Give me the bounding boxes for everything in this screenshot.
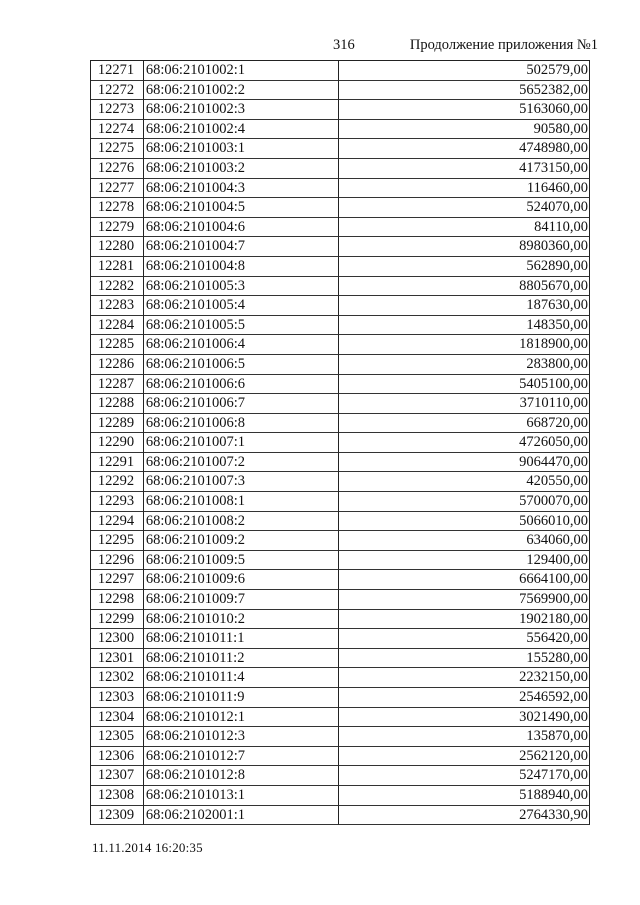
cadastral-number-cell: 68:06:2101008:2 (144, 512, 339, 532)
cadastral-number-cell: 68:06:2101010:2 (144, 610, 339, 630)
cadastral-value-cell: 135870,00 (339, 727, 590, 747)
table-row (91, 198, 590, 218)
cadastral-number-cell: 68:06:2101002:1 (144, 61, 339, 81)
table-row (91, 414, 590, 434)
cadastral-value-cell: 8805670,00 (339, 277, 590, 297)
page-number: 316 (333, 37, 355, 53)
table-row (91, 257, 590, 277)
table-row (91, 335, 590, 355)
cadastral-value-cell: 2232150,00 (339, 668, 590, 688)
cadastral-number-cell: 68:06:2101004:8 (144, 257, 339, 277)
table-row (91, 492, 590, 512)
table-row (91, 786, 590, 806)
table-row (91, 766, 590, 786)
cadastral-number-cell: 68:06:2102001:1 (144, 806, 339, 826)
cadastral-number-cell: 68:06:2101009:6 (144, 570, 339, 590)
cadastral-number-cell: 68:06:2101013:1 (144, 786, 339, 806)
cadastral-number-cell: 68:06:2101006:8 (144, 414, 339, 434)
cadastral-number-cell: 68:06:2101002:2 (144, 81, 339, 101)
cadastral-number-cell: 68:06:2101012:1 (144, 708, 339, 728)
row-number-cell: 12287 (91, 375, 144, 395)
table-row (91, 355, 590, 375)
cadastral-value-cell: 155280,00 (339, 649, 590, 669)
row-number-cell: 12289 (91, 414, 144, 434)
row-number-cell: 12271 (91, 61, 144, 81)
row-number-cell: 12292 (91, 472, 144, 492)
cadastral-value-cell: 1818900,00 (339, 335, 590, 355)
cadastral-value-cell: 4748980,00 (339, 139, 590, 159)
cadastral-value-cell: 5700070,00 (339, 492, 590, 512)
cadastral-number-cell: 68:06:2101005:5 (144, 316, 339, 336)
appendix-title: Продолжение приложения №1 (409, 37, 598, 53)
cadastral-value-cell: 5163060,00 (339, 100, 590, 120)
row-number-cell: 12279 (91, 218, 144, 238)
cadastral-number-cell: 68:06:2101002:3 (144, 100, 339, 120)
table-row (91, 179, 590, 199)
row-number-cell: 12274 (91, 120, 144, 140)
cadastral-value-cell: 187630,00 (339, 296, 590, 316)
row-number-cell: 12309 (91, 806, 144, 826)
cadastral-value-cell: 90580,00 (339, 120, 590, 140)
cadastral-number-cell: 68:06:2101006:6 (144, 375, 339, 395)
row-number-cell: 12284 (91, 316, 144, 336)
cadastral-number-cell: 68:06:2101011:9 (144, 688, 339, 708)
cadastral-value-cell: 5652382,00 (339, 81, 590, 101)
cadastral-value-cell: 2546592,00 (339, 688, 590, 708)
cadastral-number-cell: 68:06:2101002:4 (144, 120, 339, 140)
row-number-cell: 12297 (91, 570, 144, 590)
row-number-cell: 12277 (91, 179, 144, 199)
row-number-cell: 12294 (91, 512, 144, 532)
cadastral-number-cell: 68:06:2101009:5 (144, 551, 339, 571)
table-row (91, 610, 590, 630)
row-number-cell: 12302 (91, 668, 144, 688)
row-number-cell: 12291 (91, 453, 144, 473)
cadastral-value-cell: 5247170,00 (339, 766, 590, 786)
cadastral-number-cell: 68:06:2101006:7 (144, 394, 339, 414)
cadastral-value-cell: 4726050,00 (339, 433, 590, 453)
table-row (91, 218, 590, 238)
cadastral-value-cell: 283800,00 (339, 355, 590, 375)
row-number-cell: 12275 (91, 139, 144, 159)
table-row (91, 453, 590, 473)
cadastral-number-cell: 68:06:2101005:3 (144, 277, 339, 297)
cadastral-value-cell: 2562120,00 (339, 747, 590, 767)
table-row (91, 590, 590, 610)
table-row (91, 512, 590, 532)
cadastral-number-cell: 68:06:2101003:2 (144, 159, 339, 179)
table-row (91, 394, 590, 414)
cadastral-number-cell: 68:06:2101007:2 (144, 453, 339, 473)
cadastral-value-cell: 6664100,00 (339, 570, 590, 590)
row-number-cell: 12300 (91, 629, 144, 649)
print-timestamp: 11.11.2014 16:20:35 (92, 840, 203, 855)
cadastral-value-cell: 634060,00 (339, 531, 590, 551)
row-number-cell: 12285 (91, 335, 144, 355)
table-row (91, 472, 590, 492)
cadastral-value-cell: 1902180,00 (339, 610, 590, 630)
row-number-cell: 12293 (91, 492, 144, 512)
table-row (91, 531, 590, 551)
cadastral-number-cell: 68:06:2101008:1 (144, 492, 339, 512)
table-row (91, 139, 590, 159)
cadastral-number-cell: 68:06:2101009:2 (144, 531, 339, 551)
cadastral-value-cell: 502579,00 (339, 61, 590, 81)
table-row (91, 375, 590, 395)
table-row (91, 277, 590, 297)
row-number-cell: 12282 (91, 277, 144, 297)
row-number-cell: 12273 (91, 100, 144, 120)
cadastral-value-cell: 420550,00 (339, 472, 590, 492)
row-number-cell: 12298 (91, 590, 144, 610)
row-number-cell: 12303 (91, 688, 144, 708)
row-number-cell: 12301 (91, 649, 144, 669)
cadastral-value-cell: 7569900,00 (339, 590, 590, 610)
row-number-cell: 12308 (91, 786, 144, 806)
row-number-cell: 12280 (91, 237, 144, 257)
table-row (91, 570, 590, 590)
row-number-cell: 12276 (91, 159, 144, 179)
cadastral-number-cell: 68:06:2101007:3 (144, 472, 339, 492)
cadastral-value-cell: 524070,00 (339, 198, 590, 218)
row-number-cell: 12288 (91, 394, 144, 414)
cadastral-value-cell: 2764330,90 (339, 806, 590, 826)
table-row (91, 708, 590, 728)
row-number-cell: 12296 (91, 551, 144, 571)
table-row (91, 688, 590, 708)
table-row (91, 296, 590, 316)
cadastral-number-cell: 68:06:2101007:1 (144, 433, 339, 453)
cadastral-number-cell: 68:06:2101012:3 (144, 727, 339, 747)
cadastral-number-cell: 68:06:2101012:8 (144, 766, 339, 786)
cadastral-number-cell: 68:06:2101011:1 (144, 629, 339, 649)
cadastral-number-cell: 68:06:2101006:5 (144, 355, 339, 375)
row-number-cell: 12286 (91, 355, 144, 375)
row-number-cell: 12305 (91, 727, 144, 747)
cadastral-value-cell: 3710110,00 (339, 394, 590, 414)
table-row (91, 433, 590, 453)
table-row (91, 806, 590, 826)
cadastral-number-cell: 68:06:2101004:3 (144, 179, 339, 199)
cadastral-number-cell: 68:06:2101011:4 (144, 668, 339, 688)
table-row (91, 61, 590, 81)
cadastral-value-cell: 116460,00 (339, 179, 590, 199)
table-row (91, 316, 590, 336)
cadastral-value-cell: 668720,00 (339, 414, 590, 434)
cadastral-value-cell: 556420,00 (339, 629, 590, 649)
row-number-cell: 12290 (91, 433, 144, 453)
cadastral-value-cell: 148350,00 (339, 316, 590, 336)
cadastral-number-cell: 68:06:2101011:2 (144, 649, 339, 669)
row-number-cell: 12306 (91, 747, 144, 767)
row-number-cell: 12272 (91, 81, 144, 101)
cadastral-value-cell: 84110,00 (339, 218, 590, 238)
row-number-cell: 12295 (91, 531, 144, 551)
table-row (91, 727, 590, 747)
cadastral-number-cell: 68:06:2101004:5 (144, 198, 339, 218)
cadastral-value-cell: 5188940,00 (339, 786, 590, 806)
cadastral-value-cell: 9064470,00 (339, 453, 590, 473)
row-number-cell: 12304 (91, 708, 144, 728)
table-row (91, 120, 590, 140)
table-row (91, 81, 590, 101)
cadastral-number-cell: 68:06:2101004:6 (144, 218, 339, 238)
cadastral-value-cell: 5405100,00 (339, 375, 590, 395)
table-row (91, 551, 590, 571)
cadastral-value-cell: 3021490,00 (339, 708, 590, 728)
cadastral-number-cell: 68:06:2101004:7 (144, 237, 339, 257)
cadastral-number-cell: 68:06:2101003:1 (144, 139, 339, 159)
cadastral-value-table (90, 60, 590, 825)
row-number-cell: 12283 (91, 296, 144, 316)
cadastral-number-cell: 68:06:2101005:4 (144, 296, 339, 316)
table-row (91, 747, 590, 767)
cadastral-value-cell: 5066010,00 (339, 512, 590, 532)
cadastral-value-cell: 562890,00 (339, 257, 590, 277)
cadastral-value-cell: 4173150,00 (339, 159, 590, 179)
table-row (91, 668, 590, 688)
table-row (91, 100, 590, 120)
cadastral-value-cell: 8980360,00 (339, 237, 590, 257)
table-row (91, 629, 590, 649)
cadastral-number-cell: 68:06:2101006:4 (144, 335, 339, 355)
table-row (91, 649, 590, 669)
table-row (91, 159, 590, 179)
cadastral-number-cell: 68:06:2101012:7 (144, 747, 339, 767)
cadastral-value-cell: 129400,00 (339, 551, 590, 571)
row-number-cell: 12281 (91, 257, 144, 277)
row-number-cell: 12299 (91, 610, 144, 630)
cadastral-number-cell: 68:06:2101009:7 (144, 590, 339, 610)
table-row (91, 237, 590, 257)
row-number-cell: 12307 (91, 766, 144, 786)
row-number-cell: 12278 (91, 198, 144, 218)
